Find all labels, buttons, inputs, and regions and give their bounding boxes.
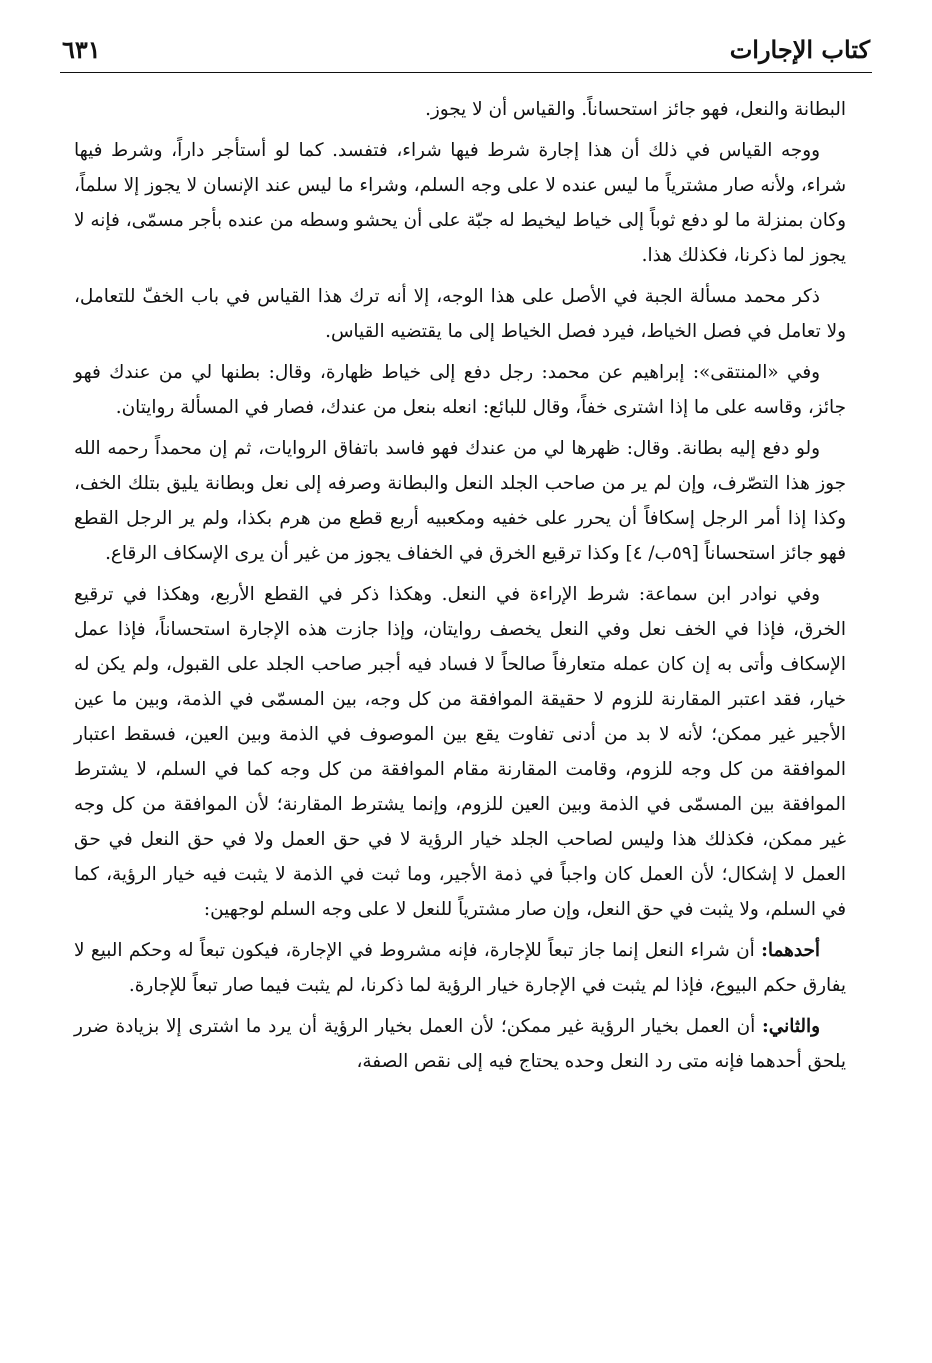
book-title: كتاب الإجارات bbox=[729, 34, 870, 64]
body-text bbox=[74, 92, 846, 1085]
paragraph-text: ووجه القياس في ذلك أن هذا إجارة شرط فيها شراء، فتفسد. كما لو أستأجر داراً، وشرط فيها شراء، ولأنه صار مشترياً ما ليس عنده لا على وجه السلم، وشراء ما ليس عند الإنسان لا يجوز إلا سلماً، وكان بمنزلة ما لو دفع ثوباً إلى خياط ليخيط له جبّة على أن يحشو وسطه من عنده بأجر مسمّى، فإنه لا يجوز لما ذكرنا، فكذلك هذا. bbox=[74, 140, 846, 266]
paragraph-lead: أحدهما: bbox=[761, 940, 820, 961]
paragraph-text: أن شراء النعل إنما جاز تبعاً للإجارة، فإنه مشروط في الإجارة، فيكون تبعاً له وحكم البيع لا يفارق حكم البيوع، فإذا لم يثبت في الإجارة خيار الرؤية لما ذكرنا، لم يثبت فيما صار تبعاً للإجارة. bbox=[74, 940, 846, 996]
running-head bbox=[62, 32, 870, 66]
paragraph-text: ولو دفع إليه بطانة. وقال: ظهرها لي من عندك فهو فاسد باتفاق الروايات، ثم إن محمداً رحمه الله جوز هذا التصّرف، وإن لم ير من صاحب الجلد النعل والبطانة وصرفه إلى نعل وبطانة يليق بتلك الخف، وكذا إذا أمر الرجل إسكافاً أن يحرر على خفيه ومكعبيه أربع قطع من هرم بكذا، ولم ير الرجل القطع فهو جائز استحساناً [٥٩ب/ ٤] وكذا ترقيع الخرق في الخفاف يجوز من غير أن يرى الإسكاف الرقاع. bbox=[74, 438, 846, 564]
paragraph-lead: والثاني: bbox=[762, 1016, 820, 1037]
paragraph-6 bbox=[74, 577, 846, 927]
paragraph-3 bbox=[74, 279, 846, 349]
paragraph-8 bbox=[74, 1009, 846, 1079]
header-rule bbox=[60, 72, 872, 73]
paragraph-2 bbox=[74, 133, 846, 273]
paragraph-4 bbox=[74, 355, 846, 425]
paragraph-text: وفي نوادر ابن سماعة: شرط الإراءة في النعل. وهكذا ذكر في القطع الأربع، وهكذا في ترقيع الخرق، فإذا في الخف نعل وفي النعل يخصف روايتان، وإذا جازت هذه الإجارة استحساناً، فإذا عمل الإسكاف وأتى به إن كان عمله متعارفاً صالحاً لا فساد فيه أجبر صاحب الجلد على القبول، ولم يكن له خيار، فقد اعتبر المقارنة للزوم لا حقيقة الموافقة من كل وجه، بين المسمّى في الذمة، وبين ما عين الأجير غير ممكن؛ لأنه لا بد من أدنى تفاوت يقع بين الموصوف في الذمة وبين العين، فسقط اعتبار الموافقة من كل وجه للزوم، وقامت المقارنة مقام الموافقة من كل وجه كما في السلم، لا يشترط الموافقة بين المسمّى في الذمة وبين العين للزوم، وإنما يشترط المقارنة؛ لأن الموافقة من كل وجه غير ممكن، فكذلك هذا وليس لصاحب الجلد خيار الرؤية لا في حق العمل ولا في حق النعل في حق العمل لا إشكال؛ لأن العمل كان واجباً في ذمة الأجير، وما ثبت في الذمة لا يثبت فيه خيار الرؤية، كما في السلم، ولا يثبت في حق النعل، وإن صار مشترياً للنعل لا على وجه السلم لوجهين: bbox=[74, 584, 846, 920]
paragraph-text: البطانة والنعل، فهو جائز استحساناً. والقياس أن لا يجوز. bbox=[425, 99, 846, 120]
paragraph-text: ذكر محمد مسألة الجبة في الأصل على هذا الوجه، إلا أنه ترك هذا القياس في باب الخفّ للتعامل، ولا تعامل في فصل الخياط، فيرد فصل الخياط إلى ما يقتضيه القياس. bbox=[74, 286, 846, 342]
paragraph-text: وفي «المنتقى»: إبراهيم عن محمد: رجل دفع إلى خياط ظهارة، وقال: بطنها لي من عندك فهو جائز، وقاسه على ما إذا اشترى خفاً، وقال للبائع: انعله بنعل من عندك، فصار في المسألة روايتان. bbox=[74, 362, 846, 418]
paragraph-5 bbox=[74, 431, 846, 571]
paragraph-1 bbox=[74, 92, 846, 127]
page-number: ٦٣١ bbox=[62, 34, 101, 64]
paragraph-7 bbox=[74, 933, 846, 1003]
paragraph-text: أن العمل بخيار الرؤية غير ممكن؛ لأن العمل بخيار الرؤية أن يرد ما اشترى إلا بزيادة ضرر يلحق أحدهما فإنه متى رد النعل وحده يحتاج فيه إلى نقص الصفة، bbox=[74, 1016, 846, 1072]
